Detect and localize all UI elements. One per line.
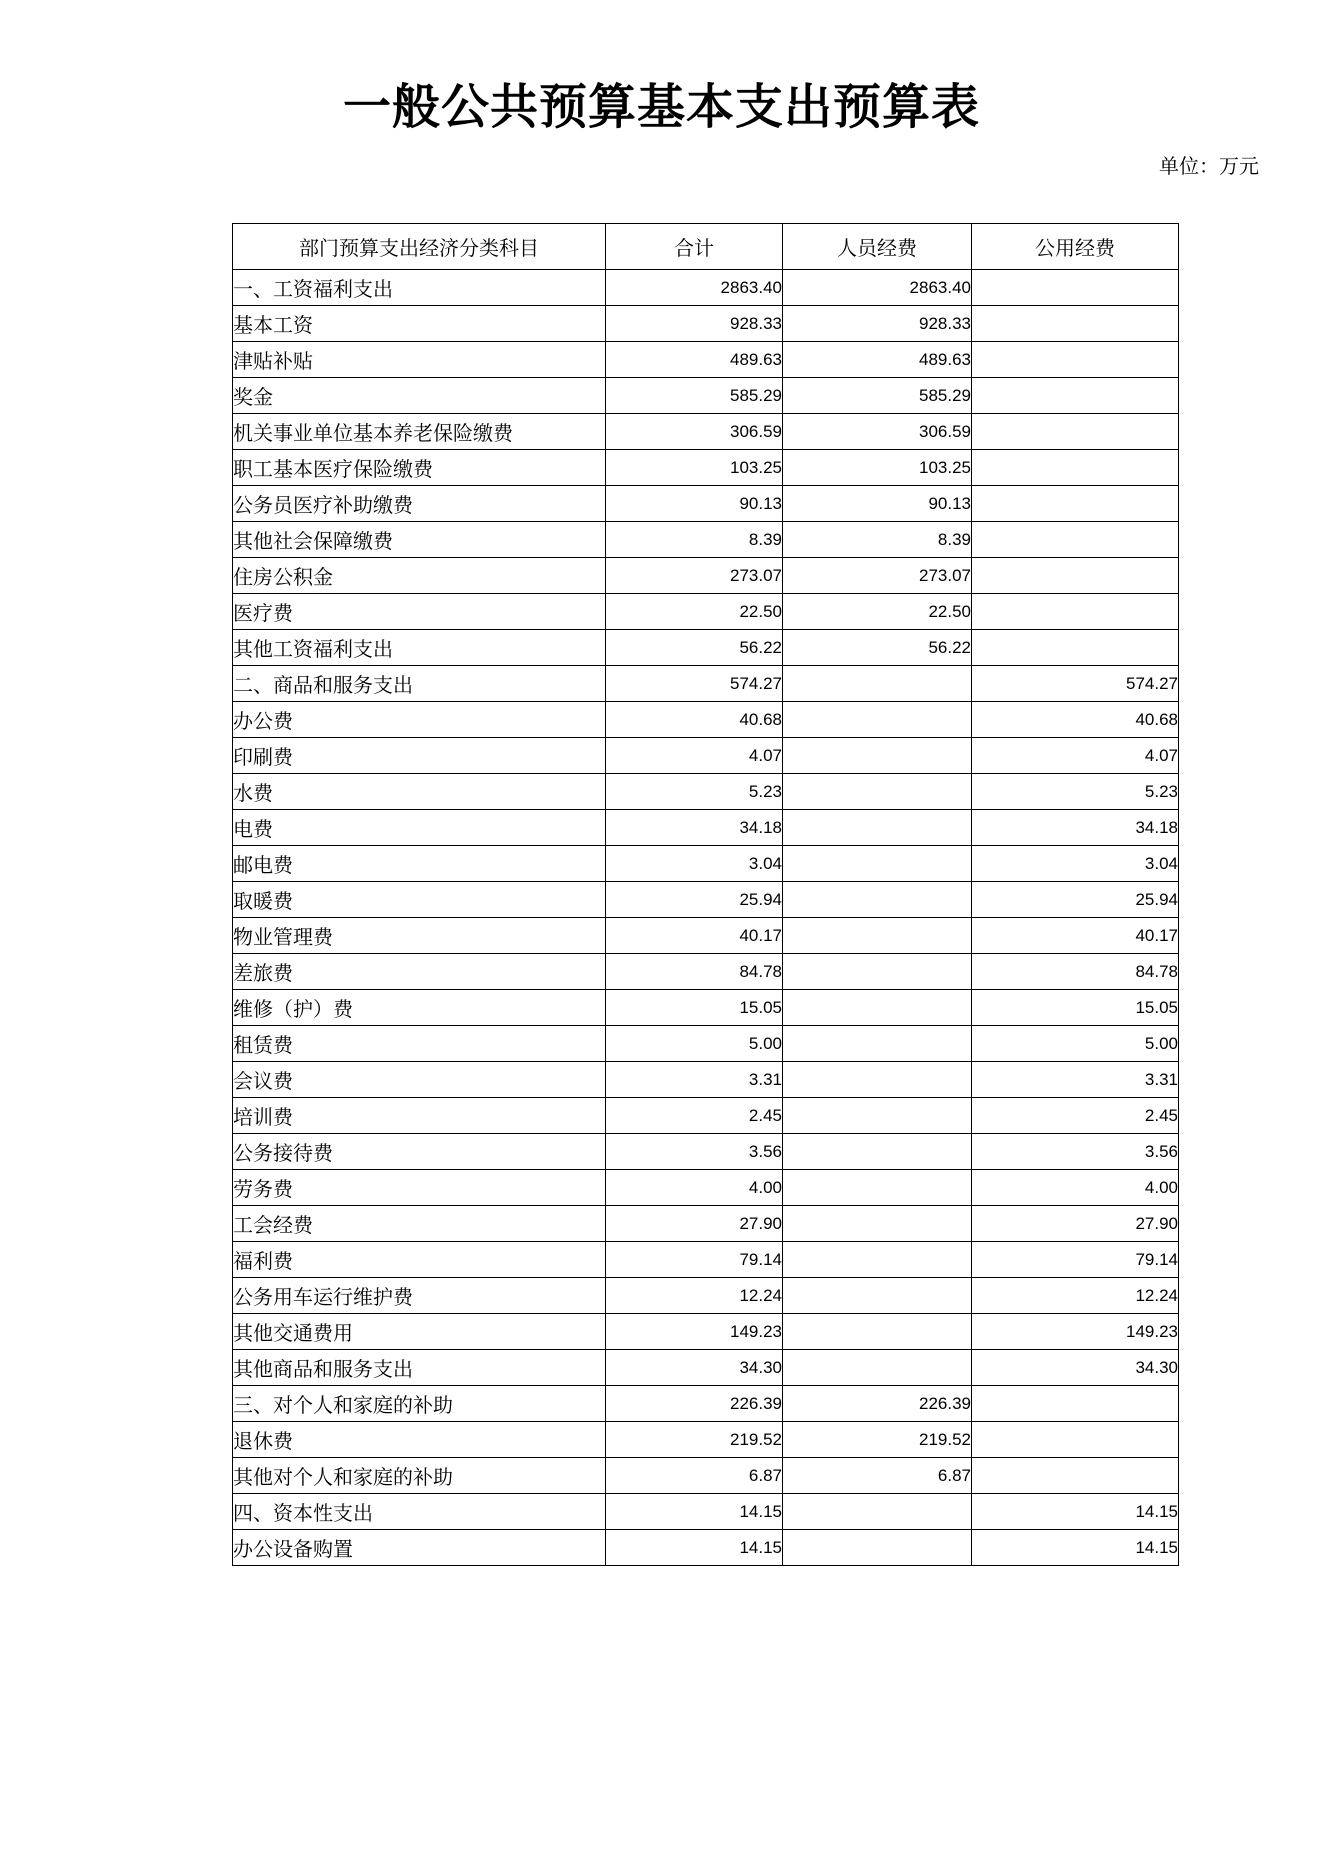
table-row [233, 342, 1179, 378]
row-public: 40.17 [972, 918, 1179, 954]
row-total: 14.15 [606, 1494, 783, 1530]
table-row [233, 450, 1179, 486]
row-public [972, 594, 1179, 630]
row-public [972, 1458, 1179, 1494]
row-category: 水费 [233, 774, 606, 810]
row-public: 3.31 [972, 1062, 1179, 1098]
row-personnel: 56.22 [783, 630, 972, 666]
budget-table [232, 223, 1179, 1566]
row-total: 8.39 [606, 522, 783, 558]
row-category: 二、商品和服务支出 [233, 666, 606, 702]
table-row [233, 1530, 1179, 1566]
row-total: 90.13 [606, 486, 783, 522]
row-personnel: 226.39 [783, 1386, 972, 1422]
row-public [972, 414, 1179, 450]
table-row [233, 522, 1179, 558]
row-total: 27.90 [606, 1206, 783, 1242]
row-personnel: 489.63 [783, 342, 972, 378]
row-total: 56.22 [606, 630, 783, 666]
row-personnel [783, 1098, 972, 1134]
row-total: 219.52 [606, 1422, 783, 1458]
row-personnel [783, 1278, 972, 1314]
row-total: 3.56 [606, 1134, 783, 1170]
row-total: 5.00 [606, 1026, 783, 1062]
row-category: 办公费 [233, 702, 606, 738]
row-total: 574.27 [606, 666, 783, 702]
row-category: 工会经费 [233, 1206, 606, 1242]
row-public: 149.23 [972, 1314, 1179, 1350]
row-total: 40.17 [606, 918, 783, 954]
row-total: 14.15 [606, 1530, 783, 1566]
row-category: 退休费 [233, 1422, 606, 1458]
row-personnel [783, 1350, 972, 1386]
row-public [972, 1386, 1179, 1422]
table-row [233, 1134, 1179, 1170]
table-row [233, 558, 1179, 594]
table-row [233, 486, 1179, 522]
row-category: 公务员医疗补助缴费 [233, 486, 606, 522]
row-category: 公务用车运行维护费 [233, 1278, 606, 1314]
row-public: 84.78 [972, 954, 1179, 990]
row-personnel: 2863.40 [783, 270, 972, 306]
table-row [233, 1458, 1179, 1494]
table-row [233, 1206, 1179, 1242]
row-total: 6.87 [606, 1458, 783, 1494]
row-public [972, 378, 1179, 414]
row-category: 机关事业单位基本养老保险缴费 [233, 414, 606, 450]
table-row [233, 1422, 1179, 1458]
row-total: 273.07 [606, 558, 783, 594]
row-total: 226.39 [606, 1386, 783, 1422]
row-total: 489.63 [606, 342, 783, 378]
row-personnel: 219.52 [783, 1422, 972, 1458]
row-public: 574.27 [972, 666, 1179, 702]
row-personnel: 8.39 [783, 522, 972, 558]
row-total: 149.23 [606, 1314, 783, 1350]
row-total: 585.29 [606, 378, 783, 414]
row-category: 差旅费 [233, 954, 606, 990]
row-total: 4.07 [606, 738, 783, 774]
row-personnel [783, 702, 972, 738]
header-total: 合计 [606, 224, 783, 270]
table-row [233, 630, 1179, 666]
row-personnel [783, 882, 972, 918]
row-total: 22.50 [606, 594, 783, 630]
row-personnel [783, 1206, 972, 1242]
table-row [233, 1242, 1179, 1278]
row-total: 306.59 [606, 414, 783, 450]
row-personnel: 22.50 [783, 594, 972, 630]
row-category: 职工基本医疗保险缴费 [233, 450, 606, 486]
table-body [233, 270, 1179, 1566]
row-public [972, 558, 1179, 594]
table-row [233, 846, 1179, 882]
row-public [972, 522, 1179, 558]
row-public: 12.24 [972, 1278, 1179, 1314]
row-total: 15.05 [606, 990, 783, 1026]
row-personnel [783, 1314, 972, 1350]
row-total: 3.31 [606, 1062, 783, 1098]
row-public: 15.05 [972, 990, 1179, 1026]
table-row [233, 306, 1179, 342]
header-personnel: 人员经费 [783, 224, 972, 270]
row-category: 电费 [233, 810, 606, 846]
row-personnel: 928.33 [783, 306, 972, 342]
row-category: 其他社会保障缴费 [233, 522, 606, 558]
row-category: 物业管理费 [233, 918, 606, 954]
row-public: 5.23 [972, 774, 1179, 810]
row-category: 奖金 [233, 378, 606, 414]
row-public [972, 306, 1179, 342]
row-public: 4.00 [972, 1170, 1179, 1206]
table-row [233, 918, 1179, 954]
row-category: 会议费 [233, 1062, 606, 1098]
row-category: 住房公积金 [233, 558, 606, 594]
row-personnel: 306.59 [783, 414, 972, 450]
table-row [233, 810, 1179, 846]
table-row [233, 954, 1179, 990]
row-public: 2.45 [972, 1098, 1179, 1134]
row-public: 4.07 [972, 738, 1179, 774]
row-category: 取暖费 [233, 882, 606, 918]
row-category: 福利费 [233, 1242, 606, 1278]
row-public: 34.30 [972, 1350, 1179, 1386]
row-total: 84.78 [606, 954, 783, 990]
row-category: 其他对个人和家庭的补助 [233, 1458, 606, 1494]
header-public: 公用经费 [972, 224, 1179, 270]
table-row [233, 990, 1179, 1026]
row-category: 津贴补贴 [233, 342, 606, 378]
row-category: 一、工资福利支出 [233, 270, 606, 306]
row-public: 3.04 [972, 846, 1179, 882]
table-row [233, 774, 1179, 810]
row-category: 其他工资福利支出 [233, 630, 606, 666]
table-row [233, 1098, 1179, 1134]
row-category: 其他交通费用 [233, 1314, 606, 1350]
table-row [233, 1170, 1179, 1206]
row-public: 5.00 [972, 1026, 1179, 1062]
row-personnel [783, 810, 972, 846]
page-title: 一般公共预算基本支出预算表 [342, 79, 980, 135]
row-category: 医疗费 [233, 594, 606, 630]
row-public: 3.56 [972, 1134, 1179, 1170]
table-row [233, 378, 1179, 414]
row-category: 维修（护）费 [233, 990, 606, 1026]
row-personnel [783, 738, 972, 774]
row-public [972, 342, 1179, 378]
table-row [233, 1386, 1179, 1422]
row-category: 培训费 [233, 1098, 606, 1134]
row-total: 34.30 [606, 1350, 783, 1386]
row-category: 办公设备购置 [233, 1530, 606, 1566]
table-row [233, 1494, 1179, 1530]
row-public [972, 1422, 1179, 1458]
row-public: 25.94 [972, 882, 1179, 918]
row-public: 14.15 [972, 1494, 1179, 1530]
row-total: 3.04 [606, 846, 783, 882]
row-personnel [783, 1170, 972, 1206]
row-personnel [783, 1134, 972, 1170]
row-total: 103.25 [606, 450, 783, 486]
table-row [233, 414, 1179, 450]
table-row [233, 666, 1179, 702]
row-total: 2.45 [606, 1098, 783, 1134]
row-total: 34.18 [606, 810, 783, 846]
row-category: 三、对个人和家庭的补助 [233, 1386, 606, 1422]
row-category: 其他商品和服务支出 [233, 1350, 606, 1386]
row-category: 印刷费 [233, 738, 606, 774]
row-personnel [783, 1242, 972, 1278]
row-personnel [783, 774, 972, 810]
table-row [233, 702, 1179, 738]
row-total: 928.33 [606, 306, 783, 342]
table-row [233, 1026, 1179, 1062]
row-public [972, 450, 1179, 486]
table-header-row [233, 224, 1179, 270]
row-personnel: 6.87 [783, 1458, 972, 1494]
row-personnel [783, 666, 972, 702]
table-row [233, 1278, 1179, 1314]
table-row [233, 270, 1179, 306]
row-personnel [783, 990, 972, 1026]
table-row [233, 1350, 1179, 1386]
row-total: 5.23 [606, 774, 783, 810]
table-row [233, 738, 1179, 774]
row-total: 4.00 [606, 1170, 783, 1206]
row-public: 40.68 [972, 702, 1179, 738]
row-public [972, 270, 1179, 306]
row-public: 27.90 [972, 1206, 1179, 1242]
row-total: 25.94 [606, 882, 783, 918]
row-total: 12.24 [606, 1278, 783, 1314]
row-public [972, 486, 1179, 522]
row-personnel [783, 1530, 972, 1566]
row-personnel [783, 1026, 972, 1062]
row-category: 基本工资 [233, 306, 606, 342]
row-total: 79.14 [606, 1242, 783, 1278]
row-category: 邮电费 [233, 846, 606, 882]
header-category: 部门预算支出经济分类科目 [233, 224, 606, 270]
row-total: 40.68 [606, 702, 783, 738]
row-personnel [783, 1062, 972, 1098]
row-personnel [783, 918, 972, 954]
row-total: 2863.40 [606, 270, 783, 306]
row-category: 公务接待费 [233, 1134, 606, 1170]
table-row [233, 594, 1179, 630]
table-row [233, 1062, 1179, 1098]
unit-label: 单位：万元 [1159, 154, 1259, 178]
row-personnel: 585.29 [783, 378, 972, 414]
row-personnel: 103.25 [783, 450, 972, 486]
row-category: 四、资本性支出 [233, 1494, 606, 1530]
row-personnel [783, 846, 972, 882]
table-row [233, 882, 1179, 918]
row-public: 34.18 [972, 810, 1179, 846]
row-category: 劳务费 [233, 1170, 606, 1206]
row-public: 79.14 [972, 1242, 1179, 1278]
row-category: 租赁费 [233, 1026, 606, 1062]
table-row [233, 1314, 1179, 1350]
row-personnel: 273.07 [783, 558, 972, 594]
row-personnel [783, 954, 972, 990]
row-personnel [783, 1494, 972, 1530]
row-public [972, 630, 1179, 666]
row-public: 14.15 [972, 1530, 1179, 1566]
row-personnel: 90.13 [783, 486, 972, 522]
